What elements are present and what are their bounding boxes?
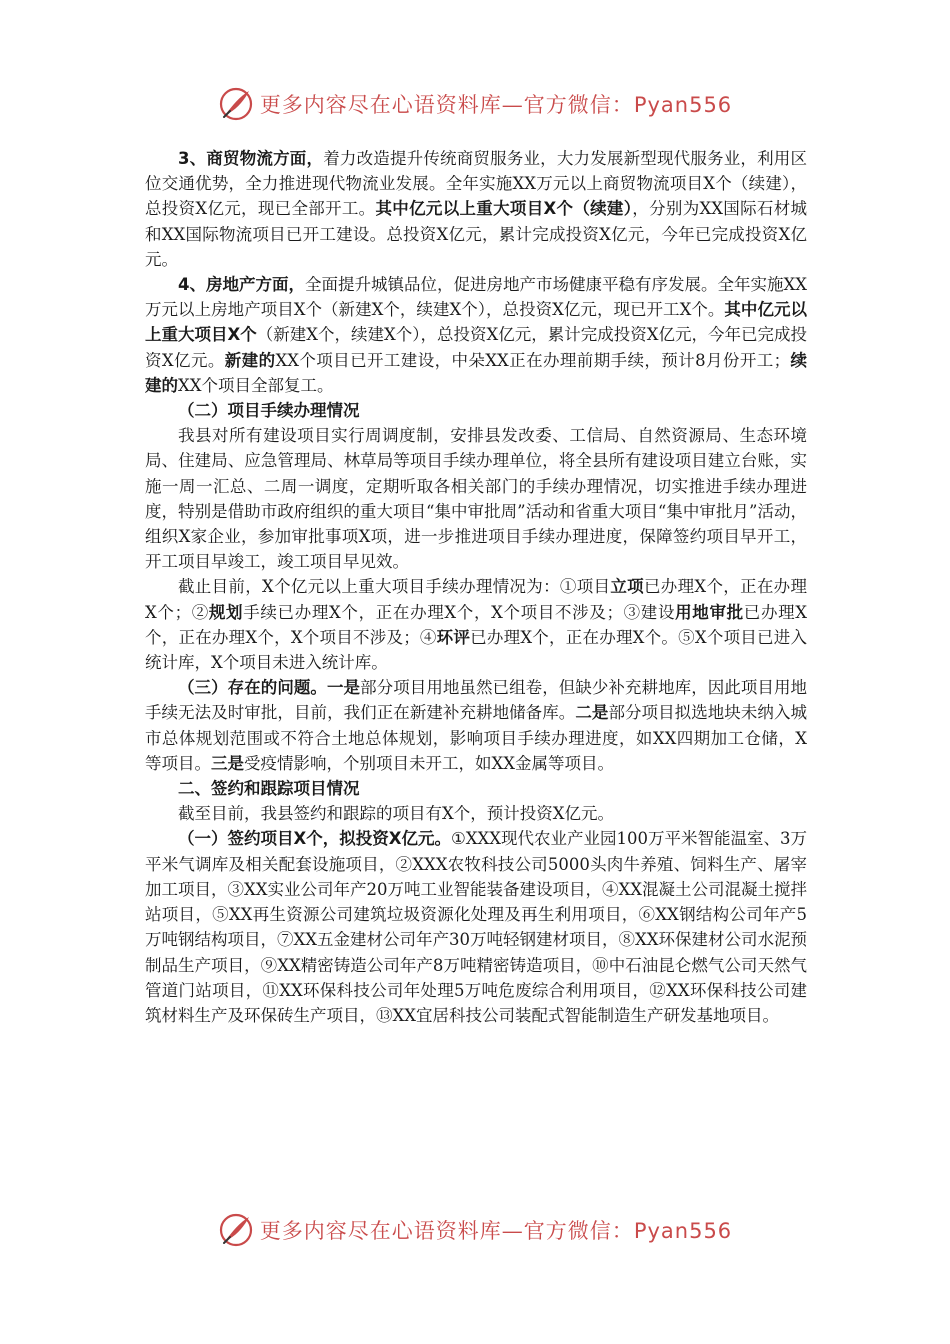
heading-signed-projects: 二、签约和跟踪项目情况 (178, 779, 360, 799)
paragraph-signed-list: （一）签约项目X个，拟投资X亿元。①XXX现代农业产业园100万平米智能温室、3万平米气调库及相关配套设施项目，②XXX农牧科技公司5000头肉牛养殖、饲料生产、屠宰加工项目，③XX实业公司年产20万吨工业智能装备建设项目，④XX混凝土公司混凝土搅拌站项目，⑤XX再生资源公司建筑垃圾资源化处理及再生利用项目，⑥XX钢结构公司年产5万吨钢结构项目，⑦XX五金建材公司年产30万吨轻钢建材项目，⑧XX环保建材公司水泥预制品生产项目，⑨XX精密铸造公司年产8万吨精密铸造项目，⑩中石油昆仑燃气公司天然气管道门站项目，⑪XX环保科技公司年处理5万吨危废综合利用项目，⑫XX环保科技公司建筑材料生产及环保砖生产项目，⑬XX宜居科技公司装配式智能制造生产研发基地项目。 (145, 829, 807, 1025)
heading-procedures: （二）项目手续办理情况 (178, 401, 360, 421)
paragraph-procedures-detail: 我县对所有建设项目实行周调度制，安排县发改委、工信局、自然资源局、生态环境局、住建局、应急管理局、林草局等项目手续办理单位，将全县所有建设项目建立台账，实施一周一汇总、二周一调度，定期听取各相关部门的手续办理情况，切实推进手续办理进度，特别是借助市政府组织的重大项目“集中审批周”活动和省重大项目“集中审批月”活动，组织X家企业，参加审批事项X项，进一步推进项目手续办理进度，保障签约项目早开工，开工项目早竣工，竣工项目早见效。 (145, 426, 807, 572)
paragraph-procedures-status: 截止目前，X个亿元以上重大项目手续办理情况为：①项目立项已办理X个，正在办理X个；②规划手续已办理X个，正在办理X个，X个项目不涉及；③建设用地审批已办理X个，正在办理X个，X个项目不涉及；④环评已办理X个，正在办理X个。⑤X个项目已进入统计库，X个项目未进入统计库。 (145, 577, 808, 673)
document-body (145, 146, 807, 1028)
banner-text: 更多内容尽在心语资料库—官方微信：Pyan556 (259, 93, 733, 117)
banner-text: 更多内容尽在心语资料库—官方微信：Pyan556 (259, 1219, 733, 1243)
header-banner (0, 84, 950, 124)
quill-pen-logo-icon (218, 1212, 254, 1248)
paragraph-signed-summary: 截至目前，我县签约和跟踪的项目有X个，预计投资X亿元。 (178, 804, 614, 824)
footer-banner (0, 1210, 950, 1250)
banner-wechat: Pyan556 (633, 93, 733, 117)
paragraph-real-estate: 4、房地产方面，全面提升城镇品位，促进房地产市场健康平稳有序发展。全年实施XX万元以上房地产项目X个（新建X个，续建X个），总投资X亿元，现已开工X个。其中亿元以上重大项目X个（新建X个，续建X个），总投资X亿元，累计完成投资X亿元，今年已完成投资X亿元。新建的XX个项目已开工建设，中朵XX正在办理前期手续，预计8月份开工；续建的XX个项目全部复工。 (145, 275, 808, 395)
paragraph-problems: （三）存在的问题。一是部分项目用地虽然已组卷，但缺少补充耕地库，因此项目用地手续无法及时审批，目前，我们正在新建补充耕地储备库。二是部分项目拟选地块未纳入城市总体规划范围或不符合土地总体规划，影响项目手续办理进度，如XX四期加工仓储，X等项目。三是受疫情影响，个别项目未开工，如XX金属等项目。 (145, 678, 808, 773)
quill-pen-logo-icon (218, 86, 254, 122)
paragraph-commerce-logistics: 3、商贸物流方面，着力改造提升传统商贸服务业，大力发展新型现代服务业，利用区位交通优势，全力推进现代物流业发展。全年实施XX万元以上商贸物流项目X个（续建），总投资X亿元，现已全部开工。其中亿元以上重大项目X个（续建），分别为XX国际石材城和XX国际物流项目已开工建设。总投资X亿元，累计完成投资X亿元，今年已完成投资X亿元。 (145, 149, 808, 269)
banner-wechat: Pyan556 (633, 1219, 733, 1243)
